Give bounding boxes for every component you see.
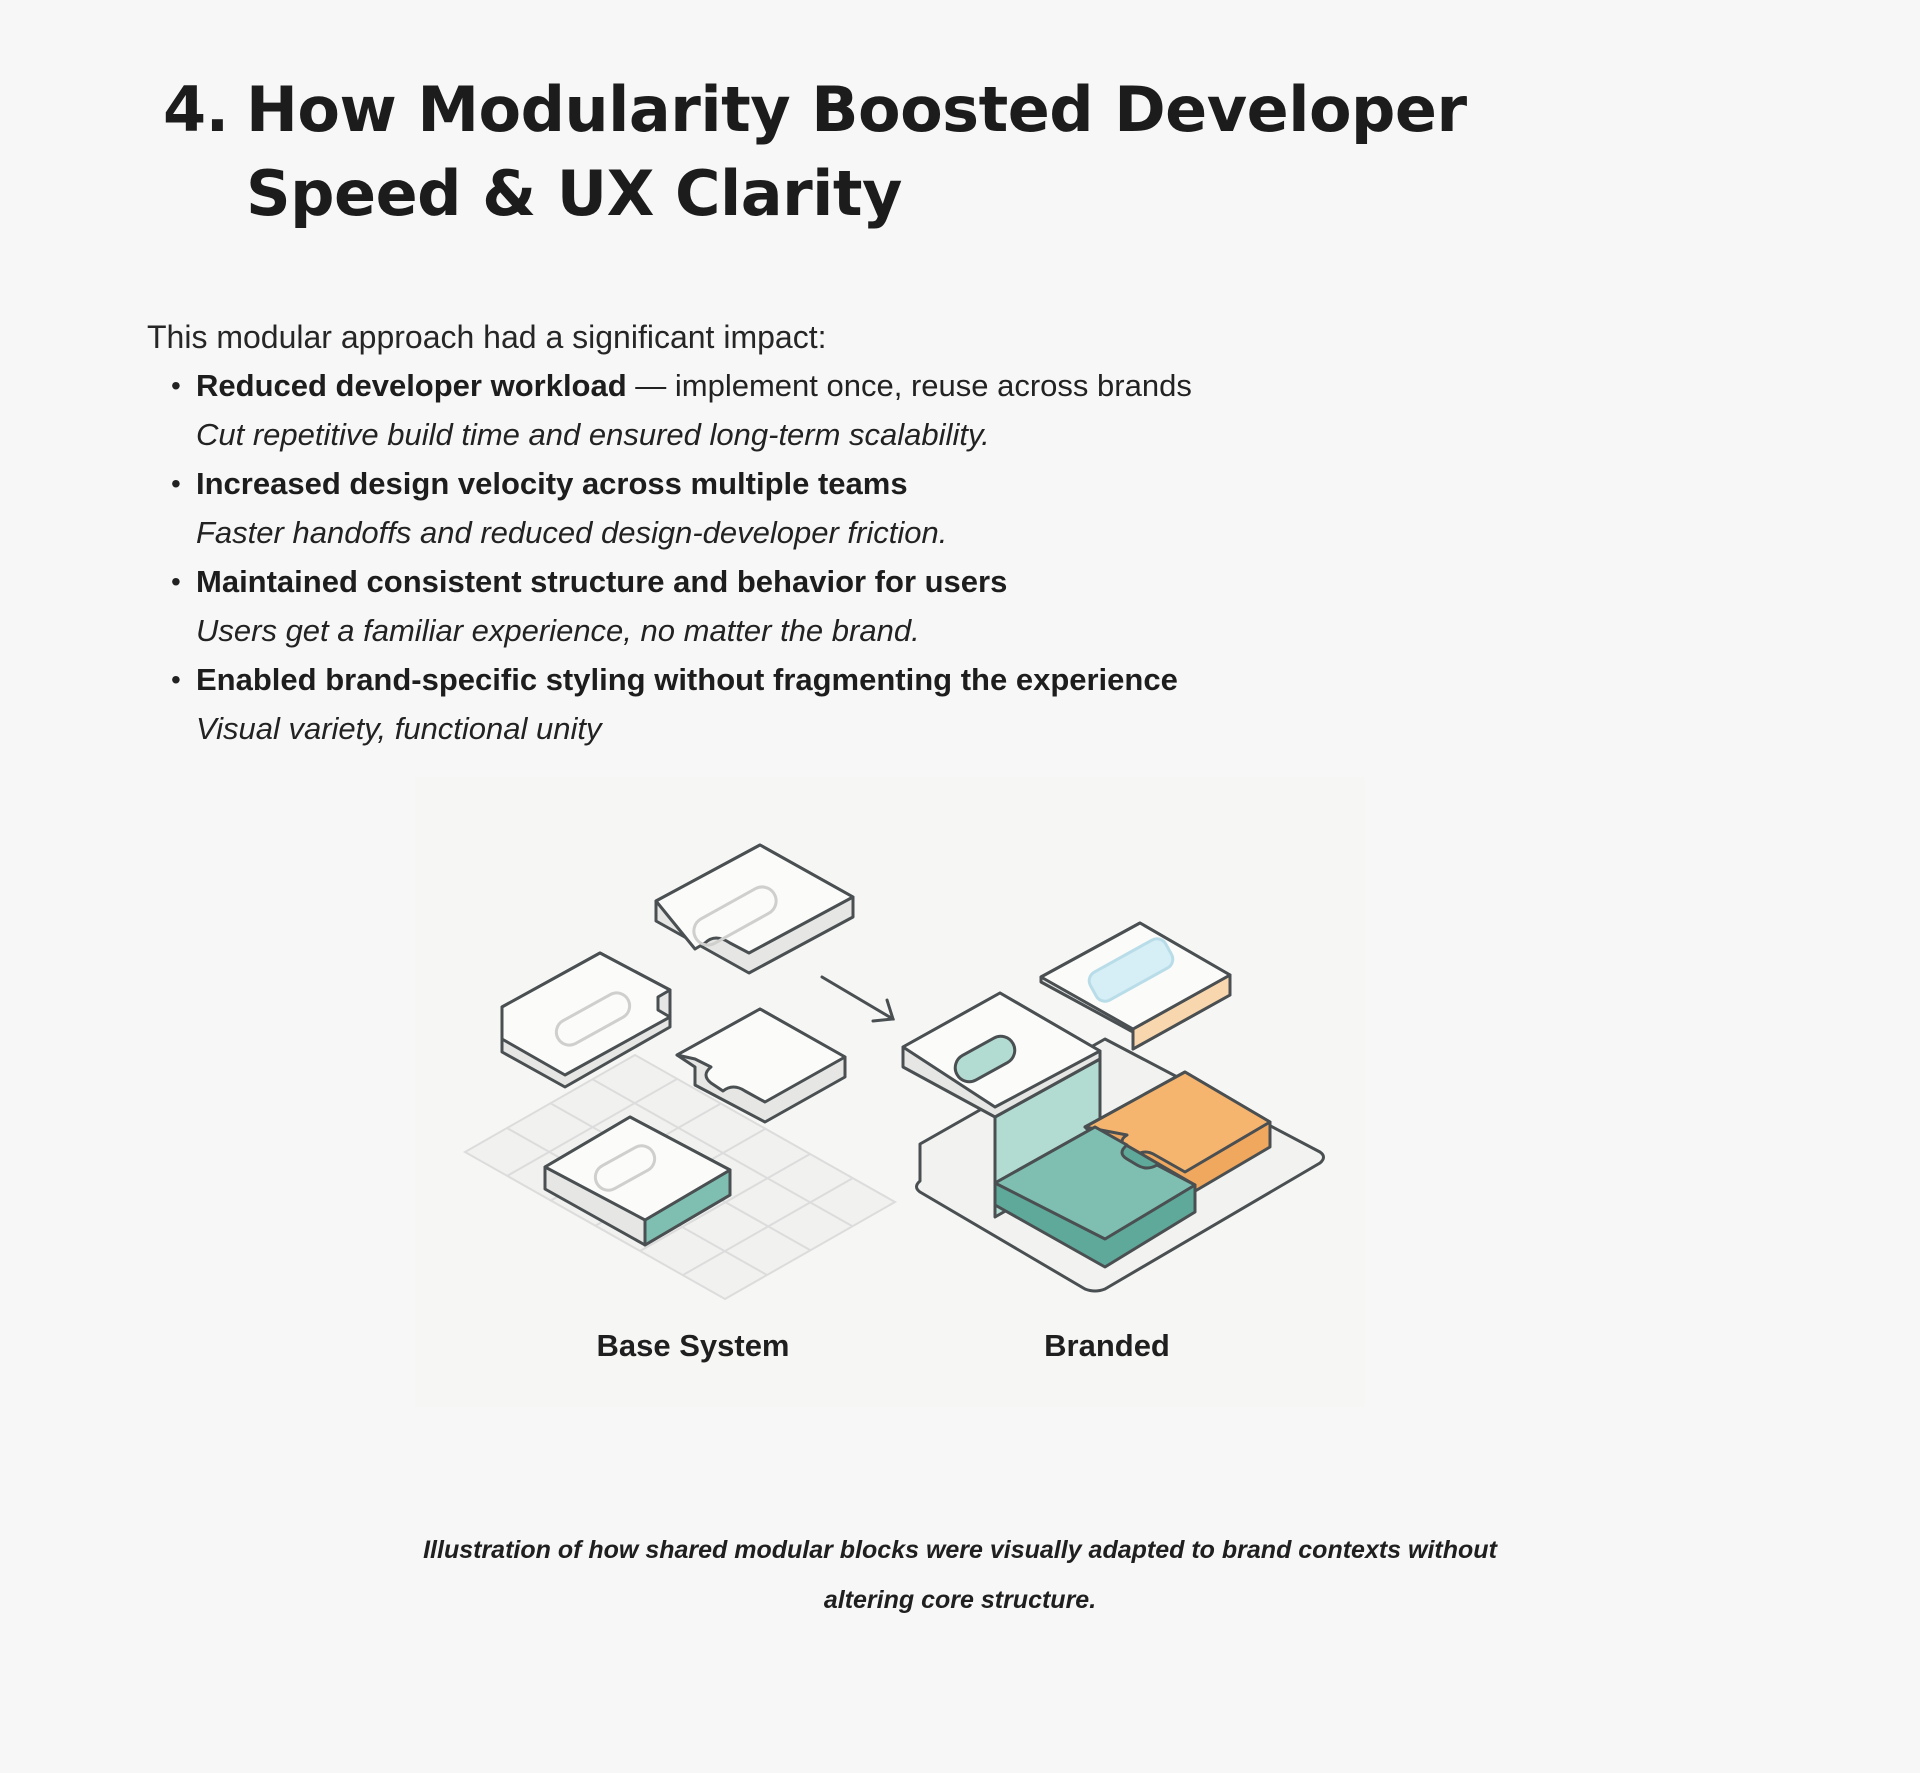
section-number: 4. xyxy=(163,73,229,146)
section-title: How Modularity Boosted Developer Speed & UX Clarity xyxy=(246,73,1467,230)
figure-caption: Illustration of how shared modular blocks were visually adapted to brand contexts without altering core structure. xyxy=(423,1536,1497,1614)
modular-blocks-illustration xyxy=(415,777,1365,1407)
bullet-subtext: Cut repetitive build time and ensured long-term scalability. xyxy=(196,417,990,452)
label-base-system: Base System xyxy=(596,1328,790,1363)
arrow-right-icon xyxy=(822,977,893,1021)
label-branded: Branded xyxy=(1044,1328,1170,1363)
bullet-icon: • xyxy=(171,664,181,695)
bullet-bold: Reduced developer workload xyxy=(196,368,627,403)
list-item xyxy=(171,459,1192,557)
bullet-bold: Increased design velocity across multiple teams xyxy=(196,466,908,501)
bullet-rest: — implement once, reuse across brands xyxy=(626,368,1192,403)
bullet-subtext: Users get a familiar experience, no matter the brand. xyxy=(196,613,920,648)
list-item xyxy=(171,361,1192,459)
impact-list xyxy=(171,361,1192,753)
isometric-blocks-graphic xyxy=(415,777,1365,1407)
bullet-icon: • xyxy=(171,566,181,597)
list-item xyxy=(171,557,1192,655)
bullet-bold: Maintained consistent structure and behavior for users xyxy=(196,564,1008,599)
section-heading xyxy=(163,68,1686,236)
intro-text: This modular approach had a significant impact: xyxy=(147,319,827,355)
base-block-top xyxy=(656,845,853,973)
bullet-icon: • xyxy=(171,468,181,499)
bullet-subtext: Faster handoffs and reduced design-developer friction. xyxy=(196,515,948,550)
list-item xyxy=(171,655,1192,753)
bullet-subtext: Visual variety, functional unity xyxy=(196,711,602,746)
bullet-bold: Enabled brand-specific styling without fragmenting the experience xyxy=(196,662,1178,697)
bullet-icon: • xyxy=(171,370,181,401)
